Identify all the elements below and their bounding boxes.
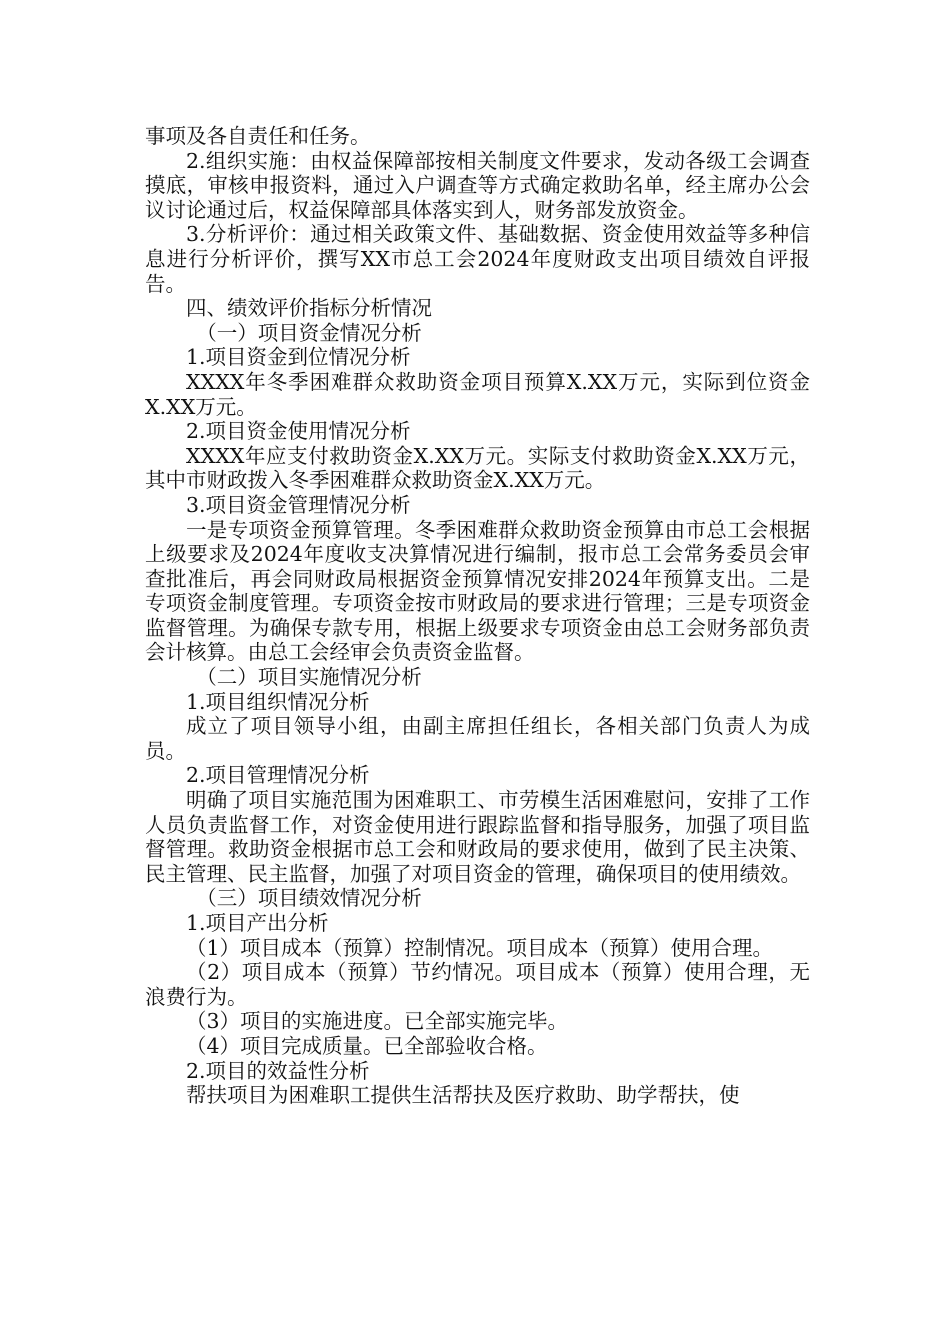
paragraph: 帮扶项目为困难职工提供生活帮扶及医疗救助、助学帮扶，使 <box>186 1083 740 1108</box>
paragraph: （1）项目成本（预算）控制情况。项目成本（预算）使用合理。 <box>186 935 774 960</box>
paragraph: （4）项目完成质量。已全部验收合格。 <box>186 1033 548 1058</box>
paragraph: 1.项目组织情况分析 <box>186 689 370 714</box>
paragraph: 一是专项资金预算管理。冬季困难群众救助资金预算由市总工会根据上级要求及2024年度收支决算情况进行编制，报市总工会常务委员会审查批准后，再会同财政局根据资金预算情况安排2024年预算支出。二是专项资金制度管理。专项资金按市财政局的要求进行管理；三是专项资金监督管理。为确保专款专用，根据上级要求专项资金由总工会财务部负责会计核算。由总工会经审会负责资金监督。 <box>145 517 810 665</box>
paragraph: 明确了项目实施范围为困难职工、市劳模生活困难慰问，安排了工作人员负责监督工作，对资金使用进行跟踪监督和指导服务，加强了项目监督管理。救助资金根据市总工会和财政局的要求使用，做到了民主决策、民主管理、民主监督，加强了对项目资金的管理，确保项目的使用绩效。 <box>145 788 810 886</box>
paragraph: （二）项目实施情况分析 <box>196 665 422 690</box>
paragraph: 2.项目资金使用情况分析 <box>186 419 411 444</box>
paragraph: 2.项目管理情况分析 <box>186 763 370 788</box>
paragraph: 事项及各自责任和任务。 <box>145 124 371 148</box>
paragraph: XXXX年应支付救助资金X.XX万元。实际支付救助资金X.XX万元，其中市财政拨入冬季困难群众救助资金X.XX万元。 <box>145 443 810 493</box>
paragraph: （一）项目资金情况分析 <box>196 320 422 345</box>
paragraph: 成立了项目领导小组，由副主席担任组长，各相关部门负责人为成员。 <box>145 714 810 763</box>
document-page <box>145 124 810 1108</box>
paragraph: XXXX年冬季困难群众救助资金项目预算X.XX万元，实际到位资金X.XX万元。 <box>145 369 810 419</box>
paragraph: 2.项目的效益性分析 <box>186 1058 370 1083</box>
paragraph: （3）项目的实施进度。已全部实施完毕。 <box>186 1009 569 1034</box>
paragraph: （三）项目绩效情况分析 <box>196 886 422 911</box>
paragraph: 四、绩效评价指标分析情况 <box>186 296 432 321</box>
paragraph: 2.组织实施：由权益保障部按相关制度文件要求，发动各级工会调查摸底，审核申报资料，通过入户调查等方式确定救助名单，经主席办公会议讨论通过后，权益保障部具体落实到人，财务部发放资金。 <box>145 148 810 222</box>
paragraph: 1.项目产出分析 <box>186 911 329 935</box>
paragraph: 3.分析评价：通过相关政策文件、基础数据、资金使用效益等多种信息进行分析评价，撰写XX市总工会2024年度财政支出项目绩效自评报告。 <box>145 222 810 296</box>
paragraph: 3.项目资金管理情况分析 <box>186 492 411 517</box>
paragraph: （2）项目成本（预算）节约情况。项目成本（预算）使用合理，无浪费行为。 <box>145 960 810 1009</box>
paragraph: 1.项目资金到位情况分析 <box>186 345 411 370</box>
